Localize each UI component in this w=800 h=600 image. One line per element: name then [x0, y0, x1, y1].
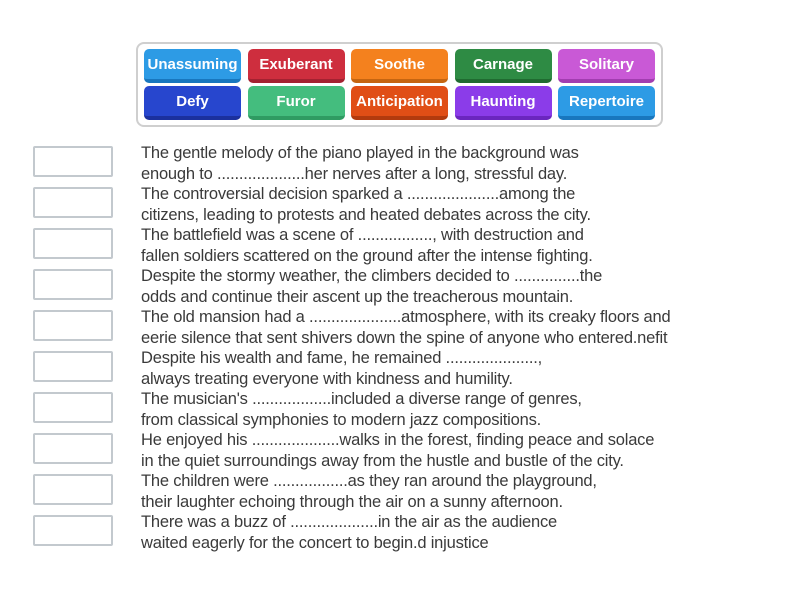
sentence-line: waited eagerly for the concert to begin.d injustice [141, 533, 489, 552]
sentence-text [141, 389, 582, 430]
sentence-item [33, 266, 778, 307]
sentence-text [141, 143, 579, 184]
word-tile-carnage[interactable]: Carnage [455, 49, 552, 83]
sentence-line: Despite his wealth and fame, he remained ....................., [141, 349, 543, 367]
sentence-line: The old mansion had a .....................atmosphere, with its creaky floors and [141, 308, 671, 326]
answer-slot[interactable] [33, 228, 113, 259]
sentence-line: from classical symphonies to modern jazz compositions. [141, 410, 542, 429]
answer-slot[interactable] [33, 433, 113, 464]
sentence-item [33, 184, 778, 225]
word-tile-haunting[interactable]: Haunting [455, 86, 552, 120]
sentence-line: He enjoyed his ....................walks in the forest, finding peace and solace [141, 431, 655, 449]
sentence-text [141, 348, 542, 389]
sentence-line: The gentle melody of the piano played in the background was [141, 144, 579, 162]
sentence-text [141, 266, 602, 307]
sentence-line: citizens, leading to protests and heated debates across the city. [141, 205, 591, 224]
sentence-text [141, 184, 591, 225]
word-tile-defy[interactable]: Defy [144, 86, 241, 120]
sentence-text [141, 225, 593, 266]
sentence-list [33, 143, 778, 553]
sentence-item [33, 225, 778, 266]
sentence-item [33, 389, 778, 430]
sentence-line: odds and continue their ascent up the treacherous mountain. [141, 287, 574, 306]
sentence-line: in the quiet surroundings away from the hustle and bustle of the city. [141, 451, 624, 470]
sentence-line: The children were .................as they ran around the playground, [141, 472, 597, 490]
answer-slot[interactable] [33, 269, 113, 300]
sentence-line: eerie silence that sent shivers down the spine of anyone who entered.nefit [141, 328, 668, 347]
sentence-item [33, 348, 778, 389]
word-bank [136, 42, 663, 127]
answer-slot[interactable] [33, 351, 113, 382]
sentence-line: enough to ....................her nerves after a long, stressful day. [141, 164, 568, 183]
word-tile-solitary[interactable]: Solitary [558, 49, 655, 83]
sentence-text [141, 307, 670, 348]
answer-slot[interactable] [33, 474, 113, 505]
answer-slot[interactable] [33, 515, 113, 546]
sentence-line: their laughter echoing through the air on a sunny afternoon. [141, 492, 563, 511]
sentence-line: The musician's ..................included a diverse range of genres, [141, 390, 582, 408]
answer-slot[interactable] [33, 392, 113, 423]
word-tile-unassuming[interactable]: Unassuming [144, 49, 241, 83]
sentence-line: The controversial decision sparked a .....................among the [141, 185, 576, 203]
word-tile-exuberant[interactable]: Exuberant [248, 49, 345, 83]
sentence-item [33, 471, 778, 512]
sentence-line: Despite the stormy weather, the climbers decided to ...............the [141, 267, 603, 285]
answer-slot[interactable] [33, 146, 113, 177]
sentence-item [33, 430, 778, 471]
sentence-text [141, 512, 557, 553]
sentence-text [141, 430, 654, 471]
sentence-text [141, 471, 597, 512]
sentence-item [33, 307, 778, 348]
sentence-line: There was a buzz of ....................in the air as the audience [141, 513, 558, 531]
sentence-item [33, 143, 778, 184]
word-tile-soothe[interactable]: Soothe [351, 49, 448, 83]
answer-slot[interactable] [33, 310, 113, 341]
word-tile-anticipation[interactable]: Anticipation [351, 86, 448, 120]
sentence-line: fallen soldiers scattered on the ground after the intense fighting. [141, 246, 593, 265]
sentence-line: The battlefield was a scene of ................., with destruction and [141, 226, 584, 244]
word-tile-furor[interactable]: Furor [248, 86, 345, 120]
sentence-item [33, 512, 778, 553]
sentence-line: always treating everyone with kindness and humility. [141, 369, 513, 388]
word-tile-repertoire[interactable]: Repertoire [558, 86, 655, 120]
answer-slot[interactable] [33, 187, 113, 218]
